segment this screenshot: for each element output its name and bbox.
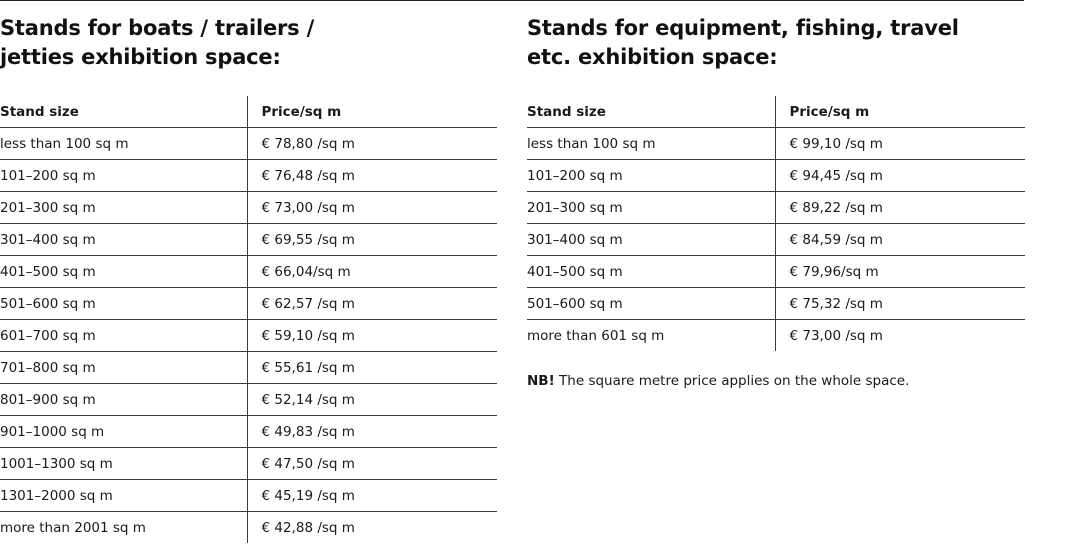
price-cell: € 45,19 /sq m <box>247 480 497 512</box>
boats-price-table <box>0 96 497 543</box>
stand-size-cell: 401–500 sq m <box>0 256 247 288</box>
table-row <box>0 416 497 448</box>
stand-size-cell: 801–900 sq m <box>0 384 247 416</box>
stand-size-cell: 201–300 sq m <box>0 192 247 224</box>
equipment-section-title <box>527 14 1025 72</box>
table-row <box>527 128 1025 160</box>
table-row <box>0 384 497 416</box>
table-row <box>527 320 1025 352</box>
price-cell: € 47,50 /sq m <box>247 448 497 480</box>
stand-size-cell: 401–500 sq m <box>527 256 775 288</box>
table-row <box>0 256 497 288</box>
stand-size-cell: more than 2001 sq m <box>0 519 146 536</box>
stand-size-cell: 501–600 sq m <box>527 288 775 320</box>
table-row <box>527 288 1025 320</box>
column-header-stand-size: Stand size <box>0 96 247 128</box>
boats-title-line-2: jetties exhibition space: <box>0 45 281 69</box>
equipment-title-line-1: Stands for equipment, fishing, travel <box>527 16 959 40</box>
column-header-price: Price/sq m <box>775 96 1025 128</box>
note-text: The square metre price applies on the whole space. <box>554 373 910 389</box>
column-header-stand-size: Stand size <box>527 96 775 128</box>
table-row <box>0 224 497 256</box>
stand-size-cell: less than 100 sq m <box>0 128 247 160</box>
price-cell: € 94,45 /sq m <box>775 160 1025 192</box>
equipment-section <box>527 14 1025 404</box>
table-row <box>0 160 497 192</box>
stand-size-cell: 101–200 sq m <box>0 160 247 192</box>
table-row <box>0 448 497 480</box>
stand-size-cell: 1001–1300 sq m <box>0 448 247 480</box>
stand-size-cell: 201–300 sq m <box>527 192 775 224</box>
price-cell: € 42,88 /sq m <box>247 512 497 544</box>
price-cell: € 84,59 /sq m <box>775 224 1025 256</box>
price-cell: € 69,55 /sq m <box>247 224 497 256</box>
stand-size-cell: 901–1000 sq m <box>0 416 247 448</box>
price-cell: € 75,32 /sq m <box>775 288 1025 320</box>
table-header-row <box>527 96 1025 128</box>
table-row <box>527 224 1025 256</box>
top-divider <box>0 0 1024 1</box>
stand-size-cell: 501–600 sq m <box>0 288 247 320</box>
table-row <box>0 512 497 544</box>
price-cell: € 79,96/sq m <box>775 256 1025 288</box>
table-row <box>527 160 1025 192</box>
pricing-note <box>527 372 1025 390</box>
table-row <box>0 128 497 160</box>
table-row <box>0 480 497 512</box>
stand-size-cell: 101–200 sq m <box>527 160 775 192</box>
boats-title-line-1: Stands for boats / trailers / <box>0 16 315 40</box>
table-row <box>0 192 497 224</box>
price-cell: € 73,00 /sq m <box>247 192 497 224</box>
table-row <box>527 256 1025 288</box>
stand-size-cell: 601–700 sq m <box>0 320 247 352</box>
table-row <box>0 352 497 384</box>
equipment-title-line-2: etc. exhibition space: <box>527 45 778 69</box>
note-label: NB! <box>527 373 555 389</box>
equipment-table-body <box>527 128 1025 352</box>
column-header-price: Price/sq m <box>247 96 497 128</box>
price-cell: € 55,61 /sq m <box>247 352 497 384</box>
table-row <box>527 192 1025 224</box>
stand-size-cell: 301–400 sq m <box>527 224 775 256</box>
stand-size-cell: 701–800 sq m <box>0 352 247 384</box>
stand-size-cell: 301–400 sq m <box>0 224 247 256</box>
table-header-row <box>0 96 497 128</box>
boats-section-title <box>0 14 497 72</box>
price-cell: € 89,22 /sq m <box>775 192 1025 224</box>
price-cell: € 52,14 /sq m <box>247 384 497 416</box>
boats-section <box>0 14 497 543</box>
price-cell: € 66,04/sq m <box>247 256 497 288</box>
stand-size-cell: more than 601 sq m <box>527 327 665 344</box>
price-cell: € 59,10 /sq m <box>247 320 497 352</box>
equipment-price-table <box>527 96 1025 351</box>
stand-size-cell: less than 100 sq m <box>527 128 775 160</box>
price-cell: € 76,48 /sq m <box>247 160 497 192</box>
price-cell: € 49,83 /sq m <box>247 416 497 448</box>
boats-table-body <box>0 128 497 544</box>
price-cell: € 62,57 /sq m <box>247 288 497 320</box>
price-cell: € 99,10 /sq m <box>775 128 1025 160</box>
price-cell: € 73,00 /sq m <box>775 320 1025 352</box>
stand-size-cell: 1301–2000 sq m <box>0 480 247 512</box>
table-row <box>0 288 497 320</box>
price-cell: € 78,80 /sq m <box>247 128 497 160</box>
table-row <box>0 320 497 352</box>
